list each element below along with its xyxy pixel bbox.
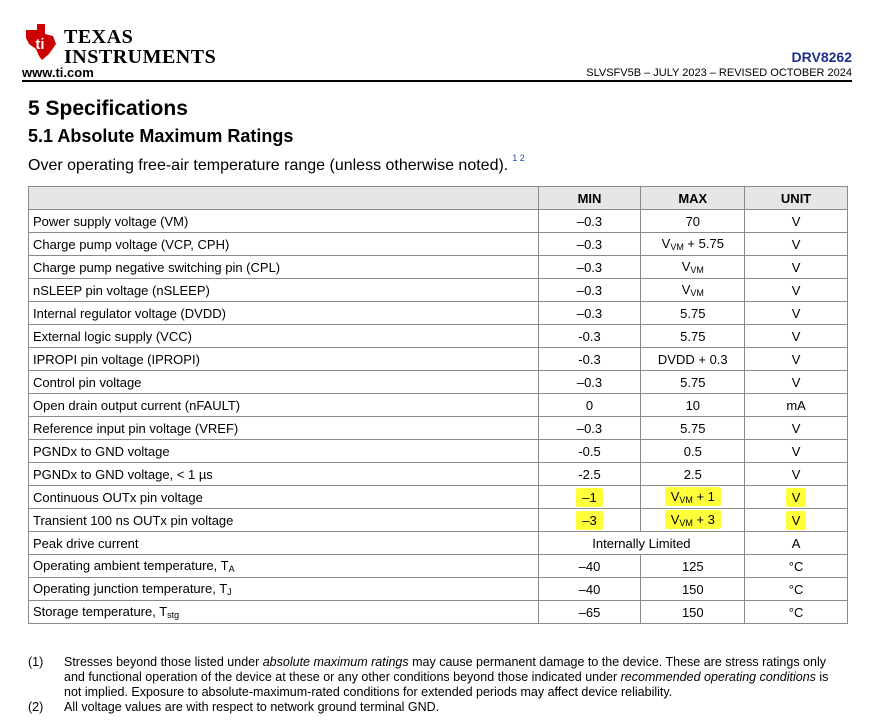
max-cell bbox=[641, 486, 745, 509]
param-cell: nSLEEP pin voltage (nSLEEP) bbox=[29, 279, 539, 302]
param-cell: Operating ambient temperature, $T_A$ bbox=[29, 555, 539, 578]
min-cell: –0.3 bbox=[538, 210, 641, 233]
param-cell: Charge pump voltage (VCP, CPH) bbox=[29, 233, 539, 256]
website-link[interactable]: www.ti.com bbox=[22, 65, 94, 80]
table-row bbox=[29, 601, 848, 624]
max-cell: $V_{VM} + 5.75$ bbox=[641, 233, 745, 256]
unit-cell: V bbox=[745, 302, 848, 325]
header-unit: UNIT bbox=[745, 187, 848, 210]
highlighted-value: –1 bbox=[576, 488, 602, 507]
max-cell: 70 bbox=[641, 210, 745, 233]
unit-cell: °C bbox=[745, 601, 848, 624]
min-cell: –0.3 bbox=[538, 302, 641, 325]
min-cell: -0.3 bbox=[538, 325, 641, 348]
unit-cell: V bbox=[745, 325, 848, 348]
table-row bbox=[29, 578, 848, 601]
min-cell bbox=[538, 509, 641, 532]
range-cell: Internally Limited bbox=[538, 532, 745, 555]
unit-cell: mA bbox=[745, 394, 848, 417]
unit-cell: °C bbox=[745, 555, 848, 578]
subsection-title: 5.1 Absolute Maximum Ratings bbox=[28, 126, 294, 146]
unit-cell: V bbox=[745, 210, 848, 233]
table-row bbox=[29, 509, 848, 532]
highlighted-value: $V_{VM} + 3$ bbox=[665, 510, 721, 529]
table-row bbox=[29, 371, 848, 394]
param-cell: Peak drive current bbox=[29, 532, 539, 555]
footnote-number: (2) bbox=[28, 700, 44, 714]
table-row bbox=[29, 486, 848, 509]
max-cell: $V_{VM}$ bbox=[641, 256, 745, 279]
unit-cell: °C bbox=[745, 578, 848, 601]
footnote-1 bbox=[28, 655, 848, 700]
footnote-refs[interactable]: 1 2 bbox=[512, 153, 525, 163]
svg-text:ti: ti bbox=[35, 36, 45, 53]
min-cell: 0 bbox=[538, 394, 641, 417]
unit-cell bbox=[745, 486, 848, 509]
max-cell: $V_{VM}$ bbox=[641, 279, 745, 302]
max-cell: 5.75 bbox=[641, 302, 745, 325]
table-row bbox=[29, 233, 848, 256]
footnote-2 bbox=[28, 700, 848, 715]
header-param bbox=[29, 187, 539, 210]
min-cell: –0.3 bbox=[538, 233, 641, 256]
logo-word-instruments: INSTRUMENTS bbox=[64, 46, 217, 68]
max-cell: 150 bbox=[641, 578, 745, 601]
min-cell: –0.3 bbox=[538, 279, 641, 302]
max-cell: 150 bbox=[641, 601, 745, 624]
max-cell: 0.5 bbox=[641, 440, 745, 463]
min-cell: –40 bbox=[538, 578, 641, 601]
table-row bbox=[29, 532, 848, 555]
param-cell: IPROPI pin voltage (IPROPI) bbox=[29, 348, 539, 371]
param-cell: Control pin voltage bbox=[29, 371, 539, 394]
param-cell: Reference input pin voltage (VREF) bbox=[29, 417, 539, 440]
min-cell: –65 bbox=[538, 601, 641, 624]
min-cell: -2.5 bbox=[538, 463, 641, 486]
max-cell: 5.75 bbox=[641, 371, 745, 394]
max-cell: 5.75 bbox=[641, 325, 745, 348]
param-cell: Open drain output current (nFAULT) bbox=[29, 394, 539, 417]
max-cell: 10 bbox=[641, 394, 745, 417]
param-cell: Internal regulator voltage (DVDD) bbox=[29, 302, 539, 325]
table-row bbox=[29, 348, 848, 371]
unit-cell bbox=[745, 509, 848, 532]
param-cell: PGNDx to GND voltage bbox=[29, 440, 539, 463]
document-id: SLVSFV5B – JULY 2023 – REVISED OCTOBER 2024 bbox=[586, 67, 852, 79]
header-min: MIN bbox=[538, 187, 641, 210]
section-title: 5 Specifications bbox=[28, 97, 188, 120]
unit-cell: V bbox=[745, 463, 848, 486]
unit-cell: A bbox=[745, 532, 848, 555]
intro-sentence: Over operating free-air temperature range (unless otherwise noted). bbox=[28, 157, 509, 174]
table-row bbox=[29, 394, 848, 417]
unit-cell: V bbox=[745, 348, 848, 371]
param-cell: Continuous OUTx pin voltage bbox=[29, 486, 539, 509]
max-cell bbox=[641, 509, 745, 532]
max-cell: 2.5 bbox=[641, 463, 745, 486]
table-row bbox=[29, 463, 848, 486]
header-divider bbox=[22, 80, 852, 82]
table-row bbox=[29, 302, 848, 325]
param-cell: Storage temperature, $T_{stg}$ bbox=[29, 601, 539, 624]
footnote-text: Stresses beyond those listed under absolute maximum ratings may cause permanent damage to the device. These are stress ratings only and functional operation of the device at these or any other conditions beyond those indicated under recommended operating conditions is not implied. Exposure to absolute-maximum-rated conditions for extended periods may affect device reliability. bbox=[64, 655, 829, 699]
param-cell: Power supply voltage (VM) bbox=[29, 210, 539, 233]
table-row bbox=[29, 325, 848, 348]
param-cell: Operating junction temperature, $T_J$ bbox=[29, 578, 539, 601]
footnote-text: All voltage values are with respect to network ground terminal GND. bbox=[64, 700, 440, 714]
highlighted-value: –3 bbox=[576, 511, 602, 530]
table-row bbox=[29, 440, 848, 463]
ti-logo bbox=[22, 22, 217, 68]
param-cell: Transient 100 ns OUTx pin voltage bbox=[29, 509, 539, 532]
unit-cell: V bbox=[745, 256, 848, 279]
max-cell: 5.75 bbox=[641, 417, 745, 440]
min-cell bbox=[538, 486, 641, 509]
min-cell: –0.3 bbox=[538, 417, 641, 440]
table-row bbox=[29, 256, 848, 279]
unit-cell: V bbox=[745, 279, 848, 302]
logo-word-texas: TEXAS bbox=[64, 26, 134, 48]
min-cell: –40 bbox=[538, 555, 641, 578]
table-header-row bbox=[29, 187, 848, 210]
part-number-link[interactable]: DRV8262 bbox=[791, 49, 852, 65]
min-cell: -0.3 bbox=[538, 348, 641, 371]
table-row bbox=[29, 417, 848, 440]
max-cell: DVDD + 0.3 bbox=[641, 348, 745, 371]
max-cell: 125 bbox=[641, 555, 745, 578]
unit-cell: V bbox=[745, 233, 848, 256]
table-row bbox=[29, 555, 848, 578]
footnotes bbox=[28, 655, 848, 715]
texas-state-icon bbox=[22, 22, 62, 64]
highlighted-value: $V_{VM} + 1$ bbox=[665, 487, 721, 506]
highlighted-value: V bbox=[786, 488, 807, 507]
footnote-number: (1) bbox=[28, 655, 44, 669]
min-cell: -0.5 bbox=[538, 440, 641, 463]
min-cell: –0.3 bbox=[538, 256, 641, 279]
table-row bbox=[29, 210, 848, 233]
unit-cell: V bbox=[745, 371, 848, 394]
unit-cell: V bbox=[745, 417, 848, 440]
unit-cell: V bbox=[745, 440, 848, 463]
table-row bbox=[29, 279, 848, 302]
header-max: MAX bbox=[641, 187, 745, 210]
param-cell: External logic supply (VCC) bbox=[29, 325, 539, 348]
intro-text bbox=[28, 153, 525, 175]
param-cell: PGNDx to GND voltage, < 1 µs bbox=[29, 463, 539, 486]
param-cell: Charge pump negative switching pin (CPL) bbox=[29, 256, 539, 279]
min-cell: –0.3 bbox=[538, 371, 641, 394]
abs-max-ratings-table bbox=[28, 186, 848, 624]
highlighted-value: V bbox=[786, 511, 807, 530]
